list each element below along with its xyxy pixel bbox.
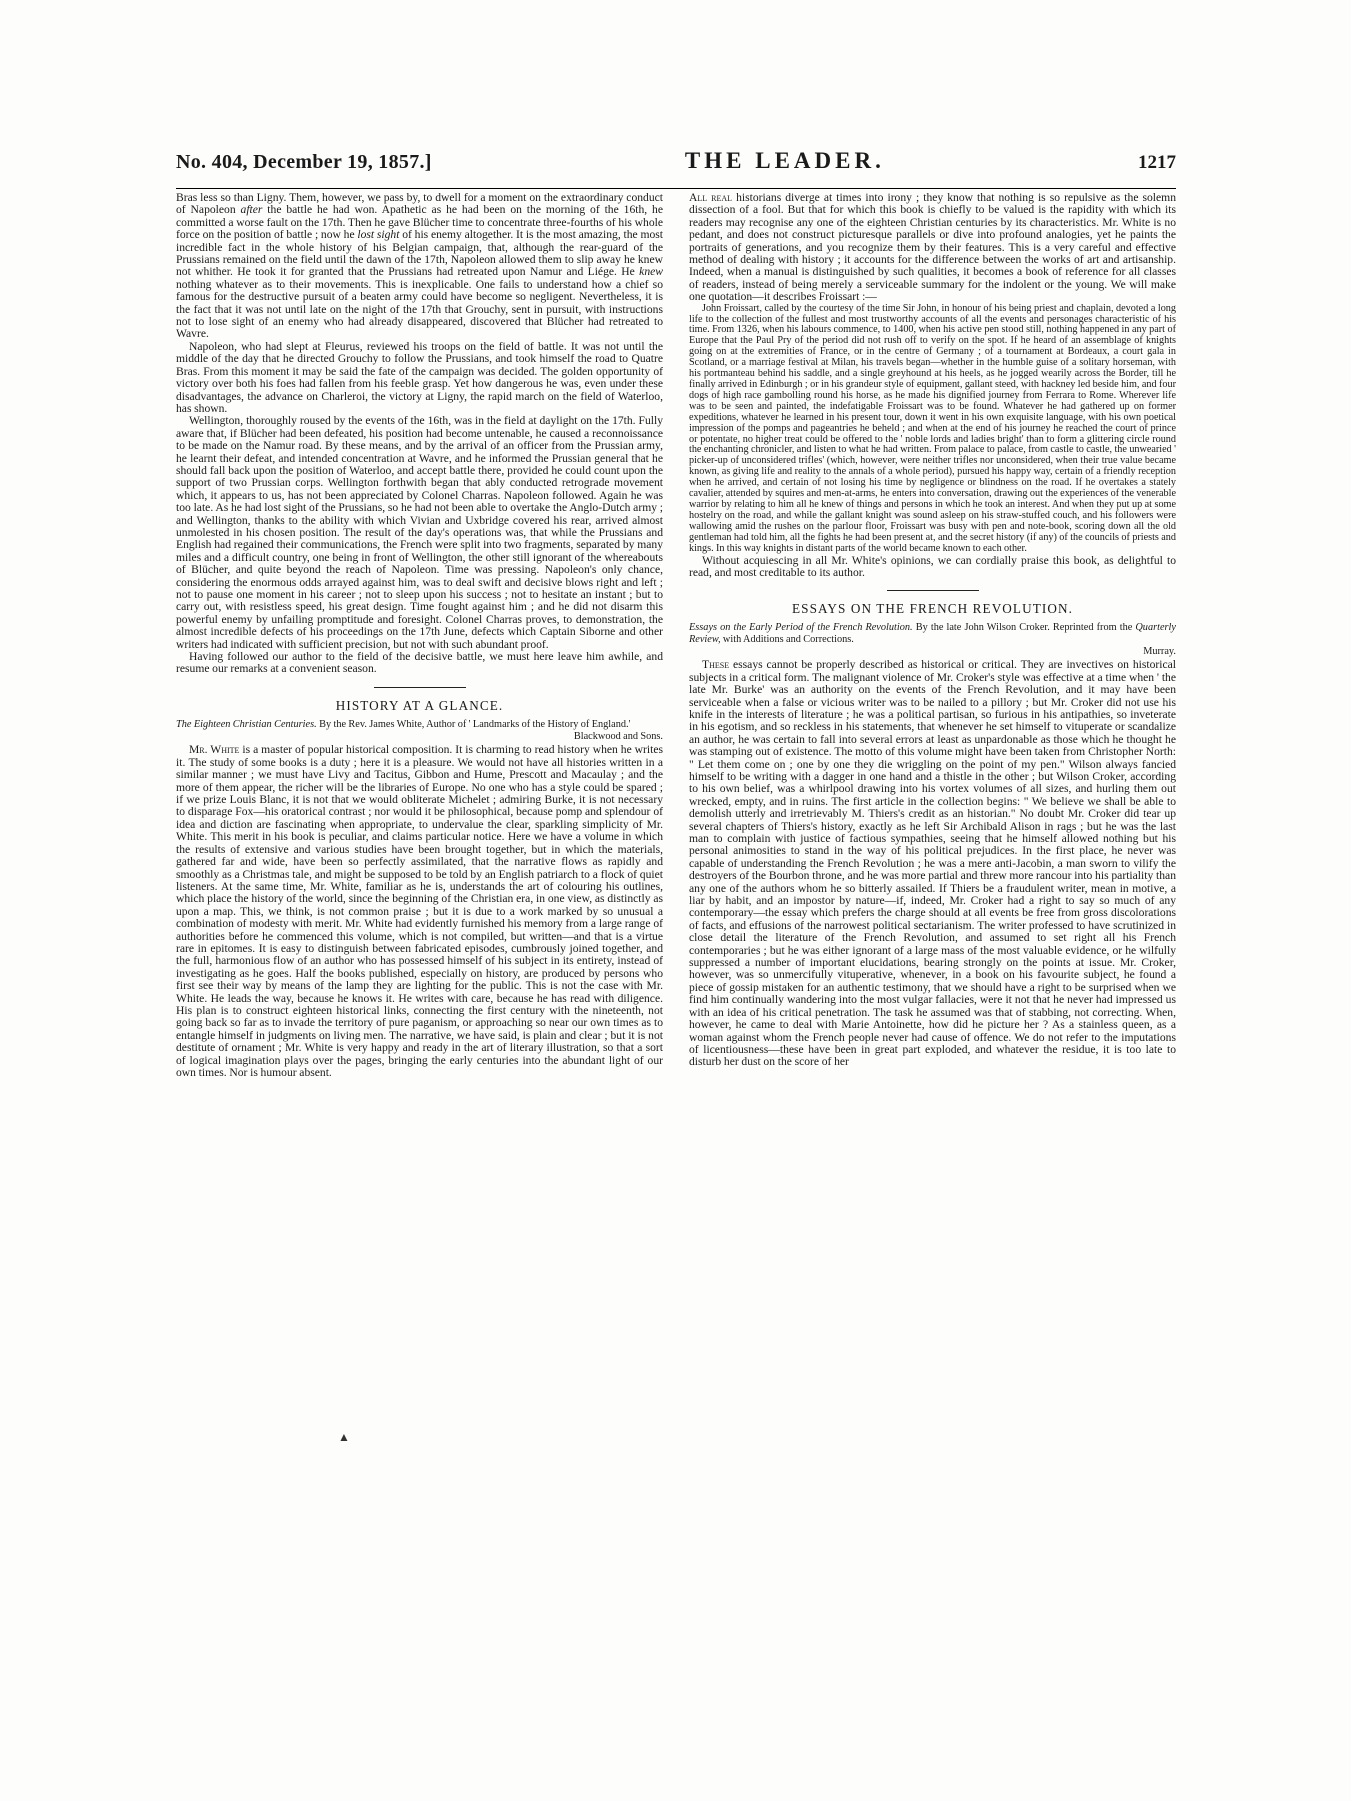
- section-divider: [887, 590, 979, 591]
- body-columns: [176, 192, 1176, 1079]
- section-byline: The Eighteen Christian Centuries. By the Rev. James White, Author of ' Landmarks of the History of England.': [176, 718, 631, 730]
- paragraph: These essays cannot be properly described as historical or critical. They are invectives on historical subjects in a critical form. The malignant violence of Mr. Croker's style was effective at a time when ' the late Mr. Burke' was an authority on the events of the French Revolution, and it may have been serviceable when a false or vicious writer was to be nailed to a pillory ; but Mr. Croker did not use his knife in the interests of literature ; he was a political partisan, so furious in his antipathies, so inveterate in his egotism, and so reckless in his statements, that whenever he set himself to vituperate or scandalize an author, he was certain to fall into several errors at least as unpardonable as those which he thought he was stamping out of existence. The motto of this volume might have been taken from Christopher North: " Let them come on ; one by one they die wriggling on the point of my pen." Wilson always fancied himself to be writing with a dagger in one hand and a thistle in the other ; but Wilson Croker, according to his own belief, was a whirlpool drawing into his vortex volumes of all sizes, and hurling them out wrecked, empty, and in ruins. The first article in the collection begins: " We believe we shall be able to demolish utterly and irretrievably M. Thiers's credit as an historian." No doubt Mr. Croker did tear up several chapters of Thiers's history, exactly as he left Sir Archibald Alison in rags ; but he was the last man to complain with justice of factious sympathies, seeing that he himself allowed nothing but his personal animosities to stand in the way of his political prejudices. In the first place, he never was capable of understanding the French Revolution ; he was a mere anti-Jacobin, a man sworn to vilify the destroyers of the Bourbon throne, and he was more partial and threw more rancour into his partiality than any one of the authors whom he so bitterly assailed. If Thiers be a fraudulent writer, mean in motive, a liar by habit, and an impostor by nature—if, indeed, Mr. Croker had a right to say so much of any contemporary—the essay which prefers the charge should at all events be free from gross discolorations of facts, and effusions of the narrowest political sectarianism. The writer professed to have scrutinized in close detail the literature of the French Revolution, and assumed to set right all his French contemporaries ; but he was either ignorant of a large mass of the most valuable evidence, or he wilfully suppressed a number of important elucidations, bearing strongly on the points at issue. Mr. Croker, however, was so unmercifully vituperative, whenever, in a book on his favourite subject, he found a piece of gossip mistaken for an authentic testimony, that we should have a right to be surprised when we find him continually wandering into the most vulgar fallacies, were it not that he never had impressed us with an idea of his critical penetration. The task he assumed was that of stabbing, not correcting. When, however, he came to deal with Marie Antoinette, how did he picture her ? As a stainless queen, as a woman against whom the French people never had cause of offence. We do not refer to the imputations of licentiousness—these have been in great part exploded, and whatever the residue, it is too late to disturb her dust on the score of her: [689, 658, 1176, 1069]
- right-column: [689, 192, 1176, 1079]
- page-mark: ▲: [338, 1430, 350, 1444]
- section-publisher: Blackwood and Sons.: [573, 731, 663, 743]
- paragraph: Wellington, thoroughly roused by the events of the 16th, was in the field at daylight on the 17th. Fully aware that, if Blücher had been defeated, his position had become untenable, he caused a reconnoissance to be made on the Namur road. By these means, and by the arrival of an officer from the Prussian army, he learnt their defeat, and intended concentration at Wavre, and he informed the Prussian general that he should fall back upon the position of Waterloo, and accept battle there, provided he could count upon the support of two Prussian corps. Wellington forthwith began that ably conducted retrograde movement which, it appears to us, has not been appreciated by Colonel Charras. Napoleon followed. Again he was too late. As he had lost sight of the Prussians, so he had not been able to overtake the Anglo-Dutch army ; and Wellington, thanks to the ability with which Vivian and Uxbridge covered his rear, arrived almost unmolested in his chosen position. The result of the day's operations was, that while the Prussians and English had regained their communications, the French were split into two fragments, separated by many miles and a difficult country, one being in front of Wellington, the other still ignorant of the whereabouts of Blücher, and quite beyond the reach of Napoleon. Time was pressing. Napoleon's only chance, considering the enormous odds arrayed against him, was to deal swift and decisive blows right and left ; not to pause one moment in his career ; not to sleep upon his success ; not to hesitate an instant ; but to carry out, with resistless speed, his great design. Time fought against him ; and he did not disarm this powerful enemy by unfailing promptitude and foresight. Colonel Charras proves, to demonstration, the almost incredible defects of his proceedings on the 17th June, defects which Captain Siborne and other writers had indicated with sufficient precision, but not with such abundant proof.: [176, 414, 663, 651]
- paragraph: Mr. White is a master of popular historical composition. It is charming to read history when he writes it. The study of some books is a duty ; here it is a pleasure. We would not have all histories written in a similar manner ; we must have Livy and Tacitus, Gibbon and Hume, Prescott and Macaulay ; and the more of them appear, the richer will be the libraries of Europe. No one who has a style could be spared ; if we prize Louis Blanc, it is not that we would obliterate Michelet ; admiring Burke, it is not necessary to disparage Fox—his oratorical contrast ; nor would it be philosophical, because pomp and splendour of idea and diction are fascinating when appropriate, to undervalue the clear, sparkling simplicity of Mr. White. This merit in his book is peculiar, and claims particular notice. Here we have a volume in which the results of extensive and various studies have been brought together, but in which the materials, gathered far and wide, have been so perfectly assimilated, that the narrative flows as rapidly and smoothly as a Christmas tale, and might be supposed to be told by an English patriarch to a flock of quiet listeners. At the same time, Mr. White, familiar as he is, understands the art of colouring his outlines, which place the history of the world, since the beginning of the Christian era, in one view, as distinctly as upon a map. This, we think, is not common praise ; but it is due to a work marked by so unusual a combination of modesty with merit. Mr. White had evidently furnished his memory from a large range of authorities before he commenced this volume, which is not compiled, but written—and that is a virtue rare in epitomes. It is easy to distinguish between fabricated episodes, cumbrously joined together, and the full, harmonious flow of an author who has possessed himself of his subject in its entirety, instead of investigating as he goes. Half the books published, especially on history, are produced by persons who first see their way by means of the lamp they are lighting for the public. This is not the case with Mr. White. He leads the way, because he knows it. He writes with care, because he has read with diligence. His plan is to construct eighteen historical links, connecting the first century with the nineteenth, not going back so far as to invade the territory of pure paganism, or approaching so near our own times as to entangle himself in judgments on living men. The narrative, we have said, is plain and clear ; but it is not destitute of ornament ; Mr. White is very happy and ready in the art of literary illustration, so that a sort of logical imagination plays over the pages, bringing the early centuries into the abundant light of our own times. Nor is humour absent.: [176, 743, 663, 1080]
- masthead-issue: [176, 151, 432, 174]
- section-publisher: Murray.: [1143, 646, 1176, 658]
- left-column: [176, 192, 663, 1079]
- section-byline: Essays on the Early Period of the French Revolution. By the late John Wilson Croker. Reprinted from the Quarterly Review, with Additions and Corrections.: [689, 622, 1176, 645]
- closing-paragraph: Without acquiescing in all Mr. White's opinions, we can cordially praise this book, as delightful to read, and most creditable to its author.: [689, 553, 1176, 579]
- paragraph: All real historians diverge at times into irony ; they know that nothing is so repulsive as the solemn dissection of a fool. But that for which this book is chiefly to be valued is the rapidity with which its readers may recognise any one of the eighteen Christian centuries by its characteristics. Mr. White is no pedant, and does not construct picturesque parallels or dive into profound analogies, yet he paints the portraits of generations, and you recognize them by their features. This is a very careful and effective method of dealing with history ; it accounts for the difference between the works of art and artisanship. Indeed, when a manual is distinguished by such qualities, it becomes a book of reference for all classes of readers, instead of being merely a serviceable summary for the indolent or the young. We will make one quotation—it describes Froissart :—: [689, 191, 1176, 304]
- paragraph: Bras less so than Ligny. Them, however, we pass by, to dwell for a moment on the extraordinary conduct of Napoleon after the battle he had won. Apathetic as he had been on the morning of the 16th, he committed a worse fault on the 17th. Then he gave Blücher time to concentrate three-fourths of his whole force on the position of battle ; now he lost sight of his enemy altogether. It is the most amazing, the most incredible fact in the whole history of his Belgian campaign, that, although the rear-guard of the Prussians remained on the field until the dawn of the 17th, Napoleon allowed them to slip away he knew not whither. He took it for granted that the Prussians had retreated upon Namur and Liége. He knew nothing whatever as to their movements. This is inexplicable. One fails to understand how a chief so famous for the destructive pursuit of a beaten army could have become so negligent. Nevertheless, it is the fact that it was not until late on the night of the 17th that Grouchy, sent in pursuit, with instructions not to lose sight of an enemy who had already disappeared, discovered that Blücher had retreated to Wavre.: [176, 191, 663, 341]
- paragraph: Napoleon, who had slept at Fleurus, reviewed his troops on the field of battle. It was not until the middle of the day that he directed Grouchy to follow the Prussians, and took himself the road to Quatre Bras. From this moment it may be said the fate of the campaign was decided. The golden opportunity of victory over both his foes had fallen from his feeble grasp. Yet how dangerous he was, even under these disadvantages, the advance on Charleroi, the victory at Ligny, the rapid march on the field of Waterloo, has shown.: [176, 339, 663, 415]
- masthead: [176, 148, 1176, 189]
- paragraph: Having followed our author to the field of the decisive battle, we must here leave him awhile, and resume our remarks at a convenient season.: [176, 650, 663, 676]
- issue-text: No. 404, December 19, 1857.]: [176, 151, 432, 173]
- section-heading: HISTORY AT A GLANCE.: [335, 697, 504, 713]
- section-heading: ESSAYS ON THE FRENCH REVOLUTION.: [791, 601, 1074, 617]
- section-divider: [374, 687, 466, 688]
- masthead-title: THE LEADER.: [684, 148, 885, 173]
- block-quotation: John Froissart, called by the courtesy of the time Sir John, in honour of his being priest and chaplain, devoted a long life to the collection of the fullest and most trustworthy accounts of all the events and personages characteristic of his time. From 1326, when his labours commence, to 1400, when his active pen stood still, nothing happened in any part of Europe that the Paul Pry of the period did not rush off to verify on the spot. If he heard of an assemblage of knights going on at the extremities of France, or in the centre of Germany ; of a tournament at Bordeaux, a court gala in Scotland, or a marriage festival at Milan, his travels began—whether in the humble guise of a solitary horseman, with his portmanteau behind his saddle, and a single greyhound at his heels, as he jogged wearily across the Border, till he finally arrived in Edinburgh ; or in his grandeur style of equipment, gallant steed, with hackney led beside him, and four dogs of high race gambolling round his horse, as he made his dignified journey from Ferrara to Rome. Wherever life was to be seen and painted, the indefatigable Froissart was to be found. Whatever he had gathered up on former expeditions, whatever he learned in his present tour, down it went in his own exquisite language, with his own poetical impression of the pomps and pageantries he beheld ; and when at the end of his journey he reached the court of prince or potentate, no higher treat could be offered to the ' noble lords and ladies bright' than to form a glittering circle round the enchanting chronicler, and listen to what he had written. From palace to palace, from castle to castle, the unwearied ' picker-up of unconsidered trifles' (which, however, were neither trifles nor unconsidered, when their true value became known, as giving life and reality to the annals of a whole period), pursued his happy way, certain of a friendly reception when he arrived, and certain of not losing his time by negligence or blindness on the road. If he overtakes a stately cavalier, attended by squires and men-at-arms, he enters into conversation, drawing out the experiences of the venerable warrior by relating to him all he knew of things and persons in which he took an interest. And when they put up at some hostelry on the road, and while the gallant knight was sound asleep on his straw-stuffed couch, and his followers were wallowing amid the rushes on the parlour floor, Froissart was busy with pen and note-book, scoring down all the old gentleman had told him, all the fights he had been present at, and the secret history (if any) of the councils of priests and kings. In this way knights in distant parts of the world became known to each other.: [689, 302, 1176, 554]
- masthead-page-number: 1217: [1137, 152, 1176, 173]
